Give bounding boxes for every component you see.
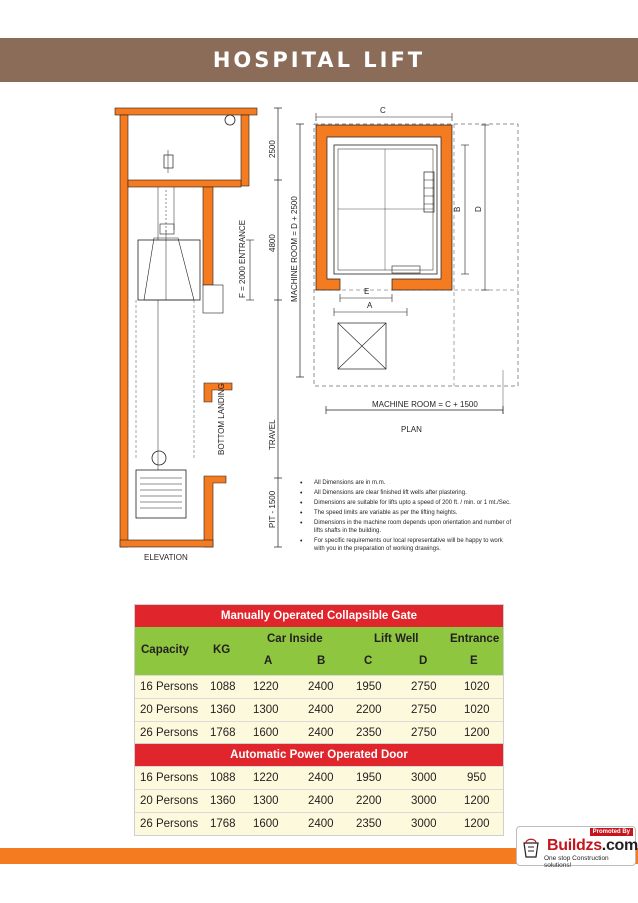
promoted-by-badge[interactable] <box>516 826 638 869</box>
promo-brand-name: Buildzs <box>547 837 602 854</box>
collapsible-gate-table <box>134 604 504 745</box>
cell-kg: 1088 <box>210 772 236 784</box>
cell-kg: 1088 <box>210 681 236 693</box>
cell-capacity: 26 Persons <box>140 727 199 739</box>
cell-d: 3000 <box>411 818 437 830</box>
col-e: E <box>470 655 478 667</box>
cell-a: 1600 <box>253 727 279 739</box>
dim-entrance-label: F = 2000 ENTRANCE <box>238 219 247 298</box>
table-row <box>135 812 503 835</box>
bucket-icon <box>521 837 541 859</box>
machine-room-horizontal-label: MACHINE ROOM = C + 1500 <box>372 400 478 409</box>
table1-header <box>135 627 503 675</box>
plan-drawing <box>296 113 518 414</box>
power-door-table <box>134 743 504 836</box>
elevation-label: ELEVATION <box>144 553 188 562</box>
col-a: A <box>264 655 273 667</box>
note-item: • The speed limits are variable as per the lifting heights. <box>298 510 514 518</box>
cell-a: 1600 <box>253 818 279 830</box>
promo-brand <box>547 837 638 855</box>
cell-c: 2350 <box>356 727 382 739</box>
plan-label: PLAN <box>401 425 422 434</box>
cell-capacity: 16 Persons <box>140 772 199 784</box>
cell-d: 3000 <box>411 772 437 784</box>
cell-c: 2200 <box>356 704 382 716</box>
note-item: • For specific requirements our local representative will be happy to work with you in the preparation of working drawings. <box>298 538 514 553</box>
cell-d: 2750 <box>411 704 437 716</box>
page-title: HOSPITAL LIFT <box>212 48 426 72</box>
dim-mid-label: 4800 <box>268 234 277 252</box>
col-car-inside: Car Inside <box>267 633 323 645</box>
cell-kg: 1360 <box>210 795 236 807</box>
dim-d-label: D <box>474 206 483 212</box>
dim-a-label: A <box>367 301 373 310</box>
cell-b: 2400 <box>308 772 334 784</box>
note-item: • Dimensions are suitable for lifts upto a speed of 200 ft. / min. or 1 mt./Sec. <box>298 500 514 508</box>
dim-b-label: B <box>453 206 462 212</box>
col-capacity: Capacity <box>141 644 189 656</box>
cell-e: 1200 <box>464 795 490 807</box>
cell-e: 1020 <box>464 681 490 693</box>
cell-e: 950 <box>467 772 487 784</box>
table1-title: Manually Operated Collapsible Gate <box>135 605 503 627</box>
promo-tag: Promoted By <box>590 828 633 836</box>
cell-b: 2400 <box>308 681 334 693</box>
cell-kg: 1768 <box>210 818 236 830</box>
table-row <box>135 675 503 698</box>
cell-d: 2750 <box>411 727 437 739</box>
pit-label: PIT - 1500 <box>268 490 277 528</box>
cell-a: 1300 <box>253 704 279 716</box>
promo-tagline: One stop Construction solutions! <box>544 855 609 869</box>
col-kg: KG <box>213 644 231 656</box>
cell-b: 2400 <box>308 818 334 830</box>
bottom-landing-label: BOTTOM LANDING <box>217 383 226 455</box>
dim-top-label: 2500 <box>268 140 277 158</box>
cell-kg: 1768 <box>210 727 236 739</box>
cell-c: 1950 <box>356 681 382 693</box>
table-row <box>135 766 503 789</box>
cell-b: 2400 <box>308 704 334 716</box>
cell-b: 2400 <box>308 727 334 739</box>
cell-d: 3000 <box>411 795 437 807</box>
cell-c: 2200 <box>356 795 382 807</box>
cell-a: 1300 <box>253 795 279 807</box>
travel-label: TRAVEL <box>268 419 277 450</box>
note-item: • Dimensions in the machine room depends upon orientation and number of lifts shafts in the building. <box>298 520 514 535</box>
cell-kg: 1360 <box>210 704 236 716</box>
machine-room-vertical-label: MACHINE ROOM = D + 2500 <box>290 196 299 302</box>
cell-e: 1020 <box>464 704 490 716</box>
col-d: D <box>419 655 428 667</box>
cell-capacity: 20 Persons <box>140 704 199 716</box>
dim-c-label: C <box>380 106 386 115</box>
table2-title: Automatic Power Operated Door <box>135 744 503 766</box>
cell-a: 1220 <box>253 681 279 693</box>
cell-capacity: 20 Persons <box>140 795 199 807</box>
table-row <box>135 698 503 721</box>
notes-list <box>298 480 514 556</box>
cell-c: 1950 <box>356 772 382 784</box>
cell-d: 2750 <box>411 681 437 693</box>
table-row <box>135 789 503 812</box>
cell-e: 1200 <box>464 727 490 739</box>
note-item: • All Dimensions are clear finished lift wells after plastering. <box>298 490 514 498</box>
dim-e-label: E <box>364 287 370 296</box>
cell-b: 2400 <box>308 795 334 807</box>
col-b: B <box>317 655 326 667</box>
promo-brand-tld: .com <box>601 837 638 854</box>
col-entrance: Entrance <box>450 633 500 645</box>
cell-capacity: 26 Persons <box>140 818 199 830</box>
cell-e: 1200 <box>464 818 490 830</box>
table-row <box>135 721 503 744</box>
elevation-drawing <box>115 108 282 547</box>
cell-c: 2350 <box>356 818 382 830</box>
cell-capacity: 16 Persons <box>140 681 199 693</box>
col-lift-well: Lift Well <box>374 633 419 645</box>
col-c: C <box>364 655 373 667</box>
cell-a: 1220 <box>253 772 279 784</box>
note-item: • All Dimensions are in m.m. <box>298 480 514 488</box>
